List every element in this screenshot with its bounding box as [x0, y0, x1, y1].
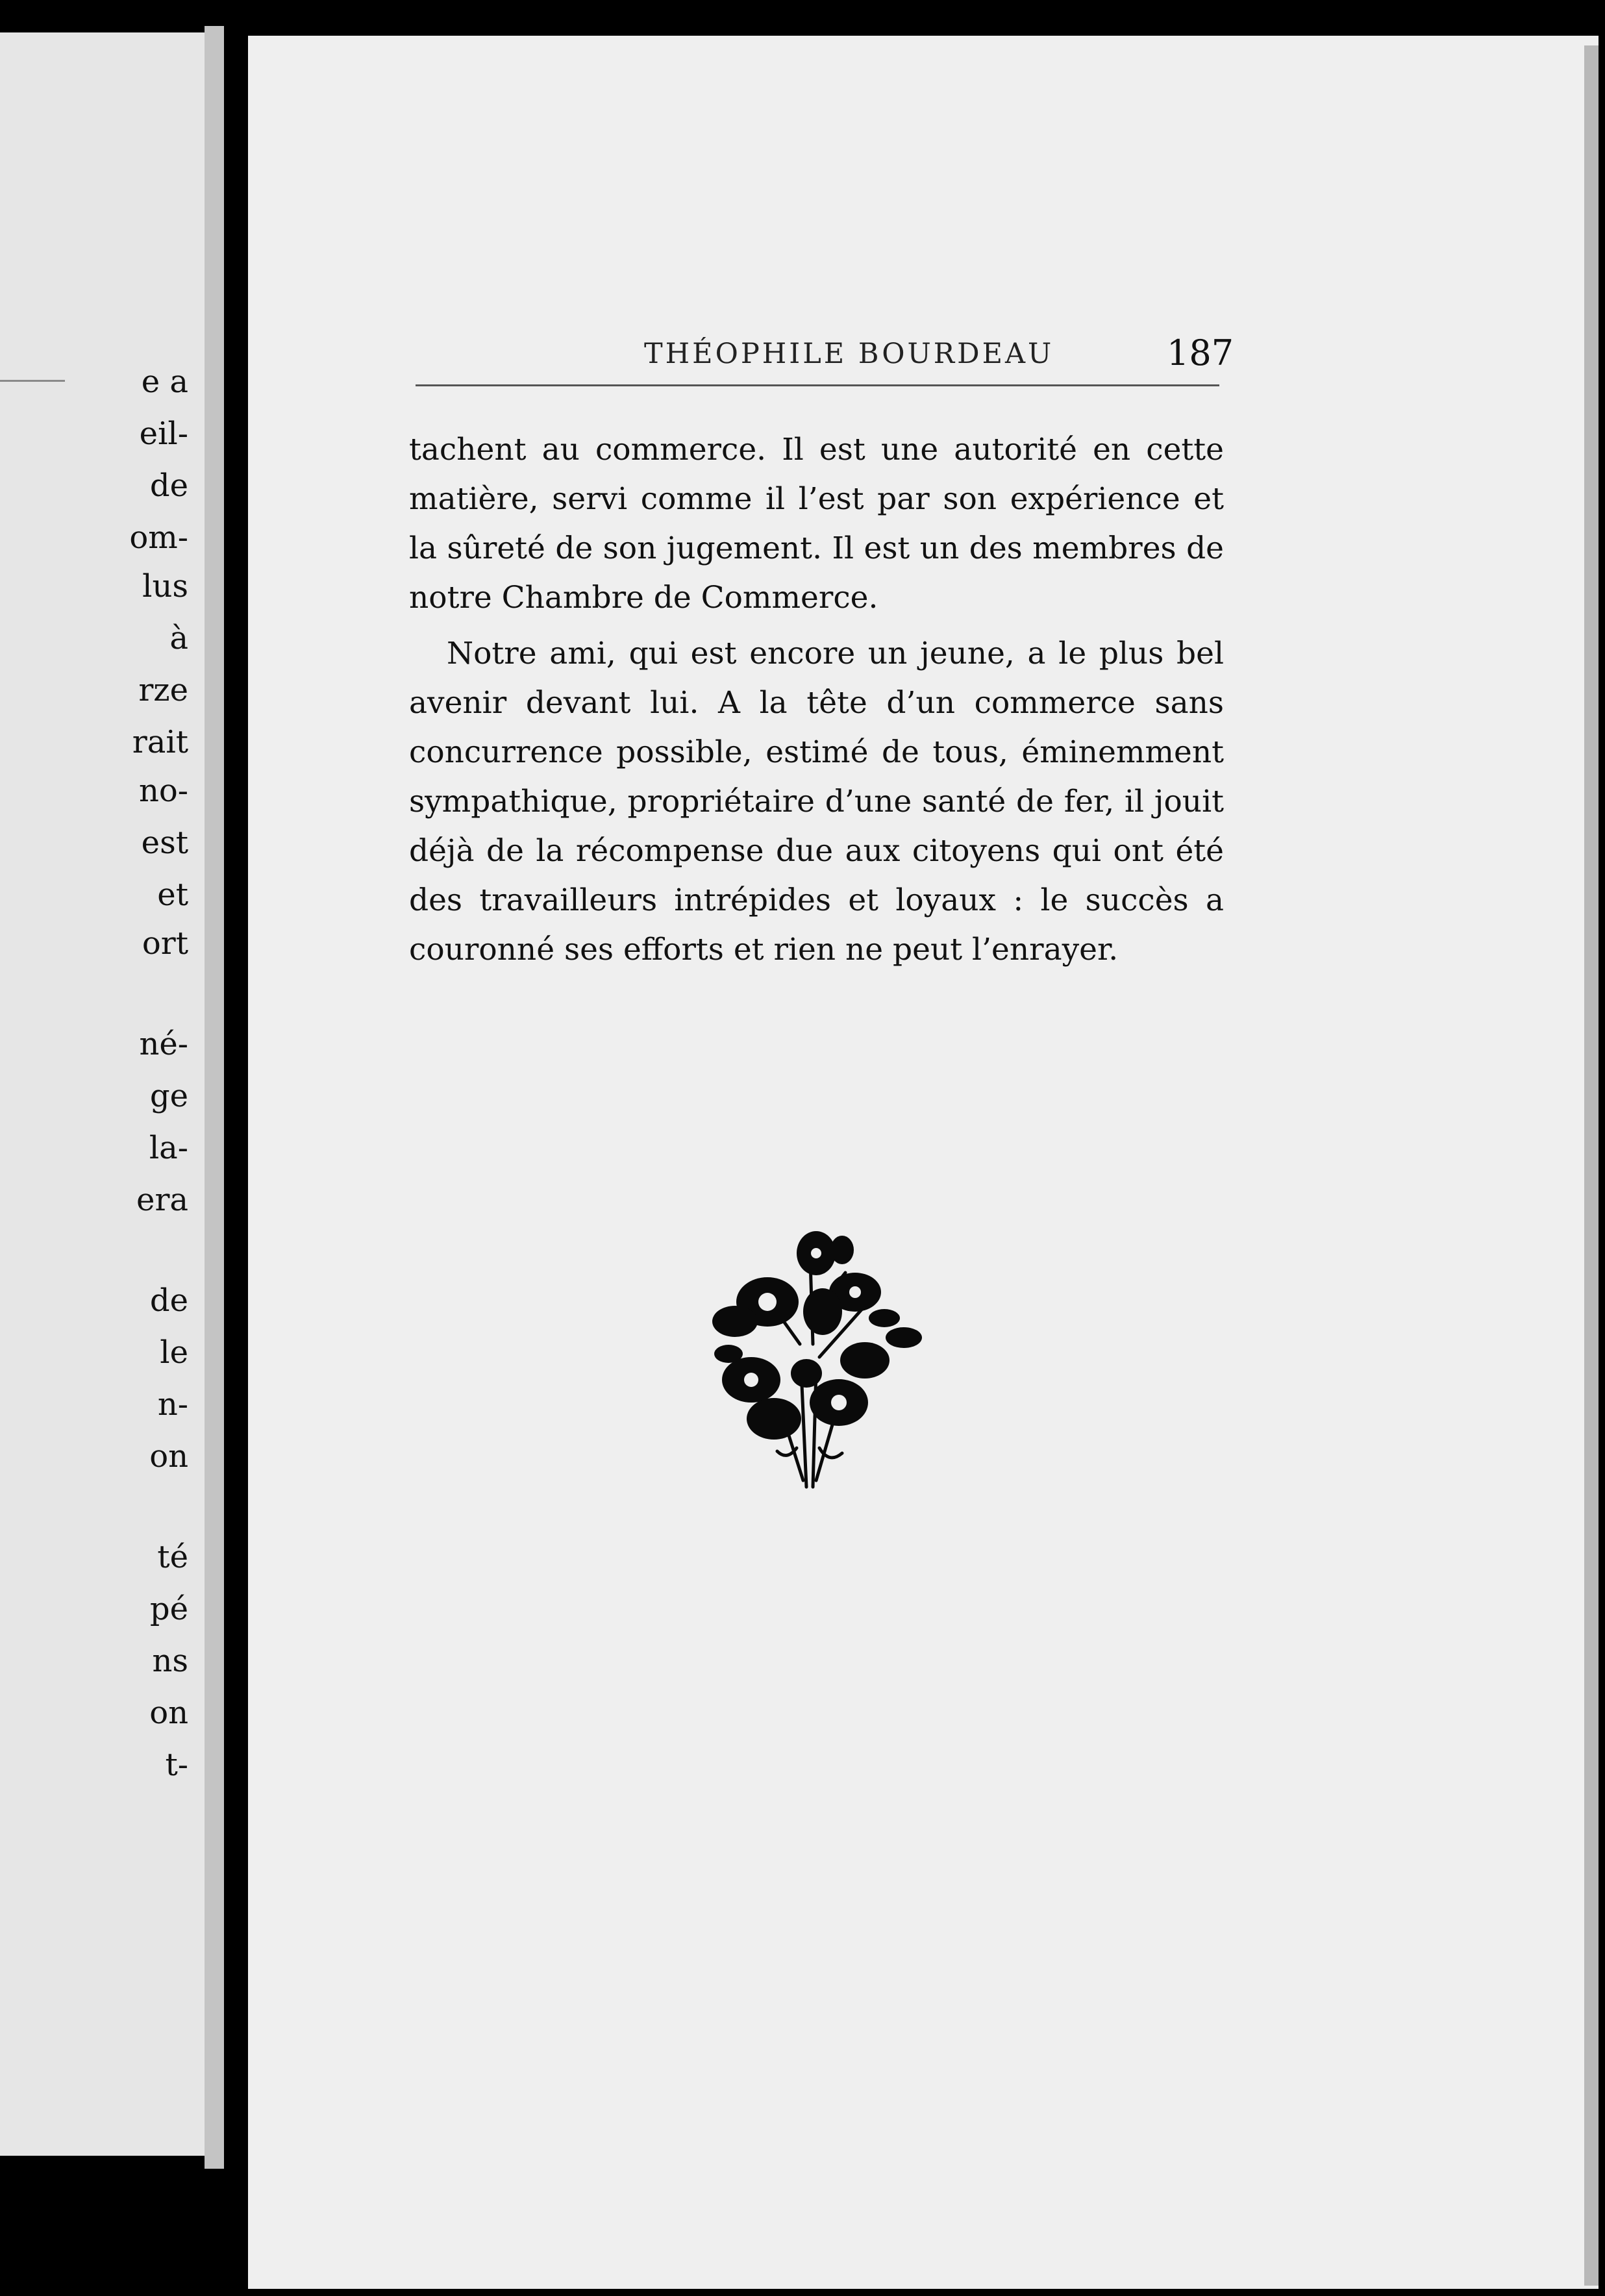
- running-head: THÉOPHILE BOURDEAU: [644, 338, 1054, 370]
- left-page-line-fragment: e a: [141, 364, 188, 400]
- left-page-line-fragment: rze: [138, 672, 188, 708]
- right-page: [248, 36, 1599, 2289]
- left-page-line-fragment: om-: [129, 519, 188, 556]
- left-page-line-fragment: té: [157, 1539, 188, 1575]
- header-rule: [416, 384, 1219, 386]
- left-page-line-fragment: on: [149, 1438, 188, 1475]
- left-page-line-fragment: né-: [139, 1026, 188, 1062]
- left-page-line-fragment: est: [141, 825, 188, 861]
- left-page-line-fragment: ns: [152, 1643, 188, 1679]
- left-page-line-fragment: t-: [165, 1747, 188, 1783]
- page-edge: [1584, 45, 1599, 2286]
- facing-left-page: [0, 32, 205, 2156]
- left-page-line-fragment: eil-: [139, 416, 188, 452]
- left-page-line-fragment: la-: [149, 1130, 188, 1166]
- left-page-line-fragment: et: [157, 877, 188, 913]
- paragraph: Notre ami, qui est encore un jeune, a le plus bel avenir devant lui. A la tête d’un commerce sans concurrence possible, estimé de tous, éminemment sympathique, propriétaire d’une santé de fer, il jouit déjà de la récompense due aux citoyens qui ont été des travailleurs intrépides et loyaux : le succès a couronné ses efforts et rien ne peut l’enrayer.: [409, 636, 1224, 967]
- left-page-line-fragment: le: [160, 1334, 188, 1371]
- page-header: [248, 318, 1599, 373]
- left-page-line-fragment: era: [136, 1182, 188, 1218]
- paragraph: tachent au commerce. Il est une autorité en cette matière, servi comme il l’est par son expérience et la sûreté de son jugement. Il est un des membres de notre Chambre de Commerce.: [409, 432, 1224, 616]
- left-page-line-fragment: de: [149, 468, 188, 504]
- page-number: 187: [1167, 332, 1234, 373]
- left-page-line-fragment: on: [149, 1695, 188, 1731]
- left-page-line-fragment: ge: [149, 1078, 188, 1114]
- left-page-line-fragment: lus: [142, 568, 188, 605]
- left-page-line-fragment: de: [149, 1282, 188, 1319]
- left-page-line-fragment: pé: [149, 1591, 188, 1627]
- left-page-line-fragment: no-: [138, 773, 188, 809]
- left-page-line-fragment: n-: [157, 1386, 188, 1423]
- left-page-header-rule: [0, 380, 65, 382]
- flower-bouquet-icon: [690, 1214, 930, 1500]
- left-page-line-fragment: ort: [142, 925, 188, 962]
- page-gutter: [205, 26, 224, 2169]
- left-page-line-fragment: à: [169, 620, 188, 656]
- body-text: [409, 425, 1224, 975]
- left-page-line-fragment: rait: [132, 724, 188, 760]
